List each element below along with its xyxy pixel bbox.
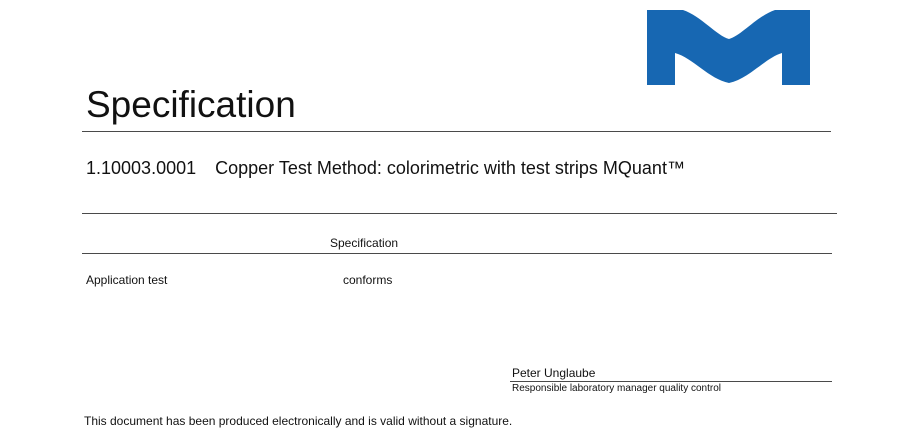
table-header-divider [82, 253, 832, 254]
document-title: Specification [86, 84, 296, 125]
table-cell-test: Application test [86, 273, 168, 287]
table-top-divider [82, 213, 837, 214]
table-cell-specification: conforms [343, 273, 393, 287]
signer-name: Peter Unglaube [512, 366, 596, 380]
footer-note: This document has been produced electronically and is valid without a signature. [84, 414, 513, 428]
title-divider [82, 131, 831, 132]
signature-divider [510, 381, 832, 382]
product-line [86, 157, 685, 179]
table-column-header-specification: Specification [330, 236, 399, 250]
product-number: 1.10003.0001 [86, 158, 197, 178]
company-m-logo-icon [643, 6, 814, 89]
signer-role: Responsible laboratory manager quality control [512, 383, 722, 394]
product-name: Copper Test Method: colorimetric with test strips MQuant™ [215, 158, 685, 178]
